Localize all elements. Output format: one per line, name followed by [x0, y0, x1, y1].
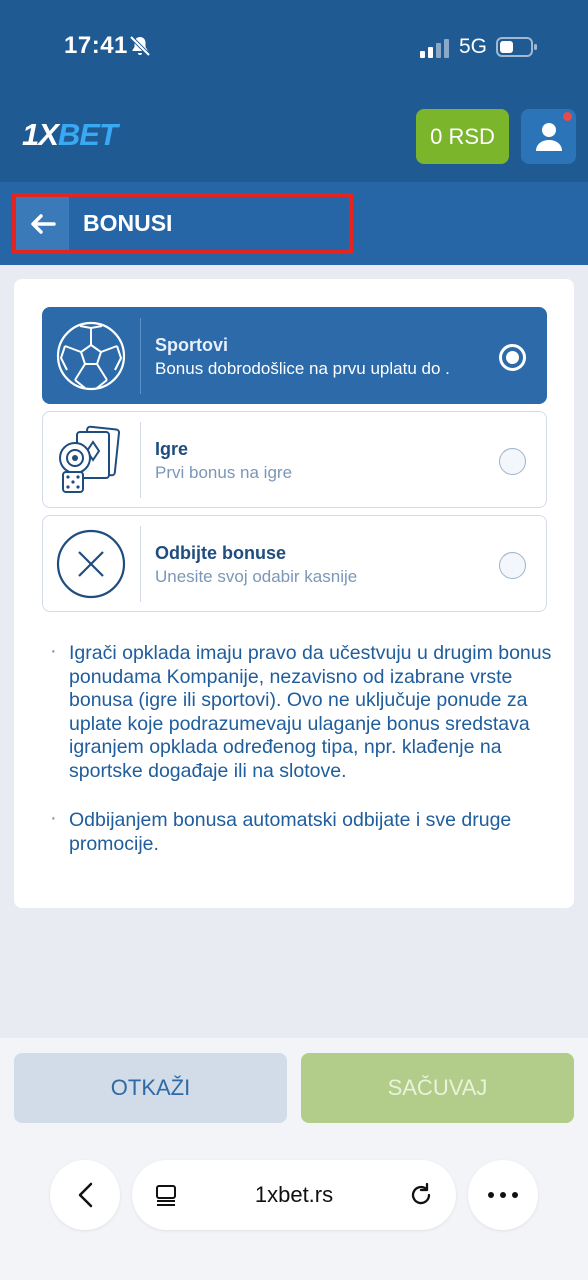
- option-title: Odbijte bonuse: [155, 543, 287, 563]
- option-divider: [140, 318, 141, 394]
- option-subtitle: Prvi bonus na igre: [155, 463, 293, 482]
- logo-prefix: 1X: [22, 117, 58, 152]
- profile-button[interactable]: [521, 109, 576, 164]
- radio-button[interactable]: [499, 552, 526, 579]
- save-button[interactable]: SAČUVAJ: [301, 1053, 574, 1123]
- option-subtitle: Bonus dobrodošlice na prvu uplatu do .: [155, 359, 450, 378]
- status-bar: [0, 0, 588, 95]
- browser-back-button[interactable]: [50, 1160, 120, 1230]
- bonus-notes: [54, 642, 554, 882]
- option-odbijte-bonuse[interactable]: [42, 515, 547, 612]
- more-dots-icon: [487, 1191, 519, 1199]
- app-header: [0, 95, 588, 182]
- logo[interactable]: [22, 117, 117, 153]
- highlight-annotation: [12, 193, 353, 254]
- browser-address-bar[interactable]: [132, 1160, 456, 1230]
- option-title: Sportovi: [155, 335, 229, 355]
- option-sportovi[interactable]: [42, 307, 547, 404]
- note-item: · Odbijanjem bonusa automatski odbijate i sve druge promocije.: [54, 809, 554, 856]
- radio-button[interactable]: [499, 448, 526, 475]
- reload-icon[interactable]: [408, 1182, 434, 1208]
- soccer-ball-icon: [53, 318, 129, 394]
- page-title: BONUSI: [83, 210, 173, 236]
- chevron-left-icon: [77, 1182, 93, 1208]
- bottom-bar: [0, 1038, 588, 1280]
- bonus-selection-card: [14, 279, 574, 908]
- balance-button[interactable]: 0 RSD: [416, 109, 509, 164]
- option-subtitle: Unesite svoj odabir kasnije: [155, 567, 358, 586]
- option-igre[interactable]: [42, 411, 547, 508]
- url-text: 1xbet.rs: [254, 1182, 334, 1207]
- network-type: 5G: [459, 35, 488, 58]
- browser-more-button[interactable]: [468, 1160, 538, 1230]
- notification-dot: [563, 112, 572, 121]
- radio-button-selected[interactable]: [499, 344, 526, 371]
- cancel-button[interactable]: OTKAŽI: [14, 1053, 287, 1123]
- title-bar: [0, 182, 588, 265]
- note-item: · Igrači opklada imaju pravo da učestvuju u drugim bonus ponudama Kompanije, nezavisno od izabrane vrste bonusa (igre ili sportovi). Ovo ne uključuje ponude za uplate koje podrazumevaju ulaganje bonus sredstava igranjem opklada određenog tipa, npr. klađenje na sportske događaje ili na slotove.: [54, 642, 554, 783]
- option-divider: [140, 422, 141, 498]
- bell-muted-icon: [128, 34, 152, 58]
- circle-x-icon: [53, 526, 129, 602]
- tabs-icon[interactable]: [154, 1184, 178, 1206]
- signal-icon: [420, 38, 450, 58]
- casino-chips-cards-dice-icon: [53, 422, 129, 498]
- battery-icon: [496, 36, 538, 58]
- user-icon: [535, 122, 563, 152]
- option-title: Igre: [155, 439, 189, 459]
- option-divider: [140, 526, 141, 602]
- status-time: 17:41: [64, 32, 128, 59]
- logo-suffix: BET: [57, 117, 117, 152]
